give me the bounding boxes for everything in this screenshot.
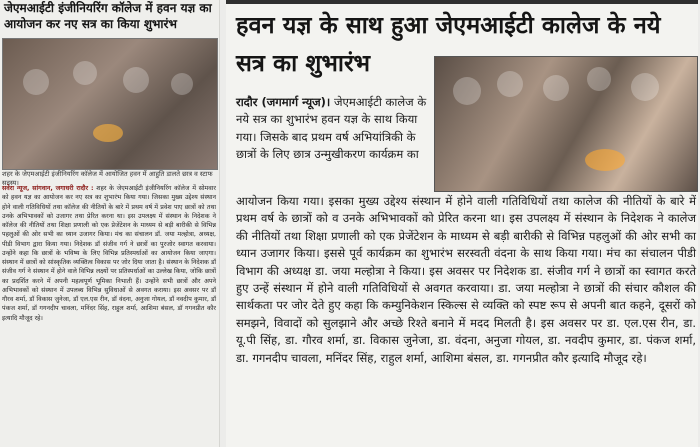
havan-photo-left bbox=[2, 38, 218, 170]
left-headline: जेएमआईटी इंजीनियरिंग कॉलेज में हवन यज्ञ का आयोजन कर नए सत्र का किया शुभारंभ bbox=[4, 1, 212, 31]
article-dateline: रादौर (जगमार्ग न्यूज)। bbox=[236, 95, 331, 109]
article-headline: हवन यज्ञ के साथ हुआ जेएमआईटी कालेज के नये सत्र का शुभारंभ bbox=[236, 11, 661, 77]
article-intro-text: जेएमआईटी कालेज के नये सत्र का शुभारंभ हवन यज्ञ के साथ किया गया। जिसके बाद प्रथम वर्ष अभियांत्रिकी के छात्रों के लिए छात्र उन्मुखीकरण कार्यक्रम का bbox=[236, 95, 427, 162]
main-article bbox=[226, 0, 698, 447]
left-body-text: शहर के जेएमआईटी इंजीनियरिंग कॉलेज में सोमवार को हवन यज्ञ का आयोजन कर नए सत्र का शुभारंभ किया गया। जिसका मुख्य उद्देश्य संस्थान होने वाली गतिविधियों तथा कॉलेज की नीतियों के बारे में प्रथम वर्ष में प्रवेश पाए छात्रों को तथा उनके अभिभावकों को उजागर तथा प्रेरित करना था। इस उपलक्ष्य में संस्थान के निदेशक ने कॉलेज की नीतियों तथा शिक्षा प्रणाली को एक प्रेजेंटेशन के माध्यम से बड़ी बारीकी से विभिन्न पहलुओं की ओर सभी का ध्यान उजागर किया। मंच का संचालन डॉ. जया मल्होत्रा, अध्यक्ष, पीडी विभाग द्वारा किया गया। निदेशक डॉ संजीव गर्ग ने छात्रों का पुरजोर स्वागत करवाया। उन्होंने कहा कि छात्रों के भविष्य के लिए विभिन्न प्रतिस्पर्धाओं का आयोजन किया जाएगा। संस्थान में छात्रों को सांस्कृतिक व्यक्तित्व विकास पर जोर दिया जाता है। संस्थान के निदेशक डॉ संजीव गर्ग ने संस्थान में होने वाले विभिन्न लक्ष्यों पर प्रतिस्पर्धाओं का उल्लेख किया, जोकि छात्रों का प्रदर्शित करने में अपनी महत्वपूर्ण भूमिका निभाती हैं। उन्होंने सभी छात्रों और अपने अभिभावकों को संस्थान में उपलब्ध विभिन्न सुविधाओं से अवगत कराया। इस अवसर पर डॉ गौरव शर्मा, डॉ विकास जुनेजा, डॉ एल.एस रीन, डॉ वंदना, अनुजा गोयल, डॉ नवदीप कुमार, डॉ पंकज शर्मा, डॉ गगनदीप चावला, मनिंदर सिंह, राहुल शर्मा, आशिमा बंसल, डॉ गगनप्रीत कौर इत्यादि मौजूद रहे। bbox=[2, 185, 216, 322]
article-body: आयोजन किया गया। इसका मुख्य उद्देश्य संस्थान में होने वाली गतिविधियों तथा कालेज की नीतियों के बारे में प्रथम वर्ष के छात्रों को व उनके अभिभावकों को प्रेरित करना था। इस उपलक्ष्य में संस्थान के निदेशक ने कालेज की नीतियों तथा शिक्षा प्रणाली को एक प्रेजेंटेशन के माध्यम से बड़ी बारीकी से विभिन्न पहलुओं की ओर सभी का ध्यान उजागर किया। इससे पूर्व कार्यक्रम का शुभारंभ सरस्वती वंदना के साथ किया गया। मंच का संचालन पीडी विभाग की अध्यक्ष डा. जया मल्होत्रा ने किया। इस अवसर पर निदेशक डा. संजीव गर्ग ने छात्रों का स्वागत करते हुए उन्हें संस्थान में होने वाली गतिविधियों से अवगत करवाया। डा. जया मल्होत्रा ने छात्रों की संचार कौशल की सार्थकता पर जोर देते हुए कहा कि कम्युनिकेशन स्किल्स से व्यक्ति को स्पष्ट रूप से अपनी बात कहने, दूसरों को समझने, विवादों को सुलझाने और अच्छे रिश्ते बनाने में मदद मिलती है। इस अवसर पर डा. एल.एस रीन, डा. यू.पी सिंह, डा. गौरव शर्मा, डा. विकास जुनेजा, डा. वंदना, अनुजा गोयल, डा. नवदीप कुमार, डा. पंकज शर्मा, डा. गगनदीप चावला, मनिंदर सिंह, राहुल शर्मा, आशिमा बंसल, डा. गगनप्रीत कौर इत्यादि मौजूद रहे। bbox=[236, 194, 696, 365]
left-dateline: सवेरा न्यूज, सांगवान, जगाधरी रादौर : bbox=[2, 185, 94, 192]
top-rule bbox=[226, 0, 698, 4]
left-body bbox=[2, 184, 216, 323]
havan-photo-main bbox=[434, 56, 698, 192]
photo-caption: शहर के जेएमआईटी इंजीनियरिंग कॉलेज में आयोजित हवन में आहुति डालते छात्र व स्टाफ सदस्य। bbox=[2, 170, 213, 187]
left-clipping bbox=[0, 0, 220, 447]
article-intro bbox=[236, 94, 436, 164]
